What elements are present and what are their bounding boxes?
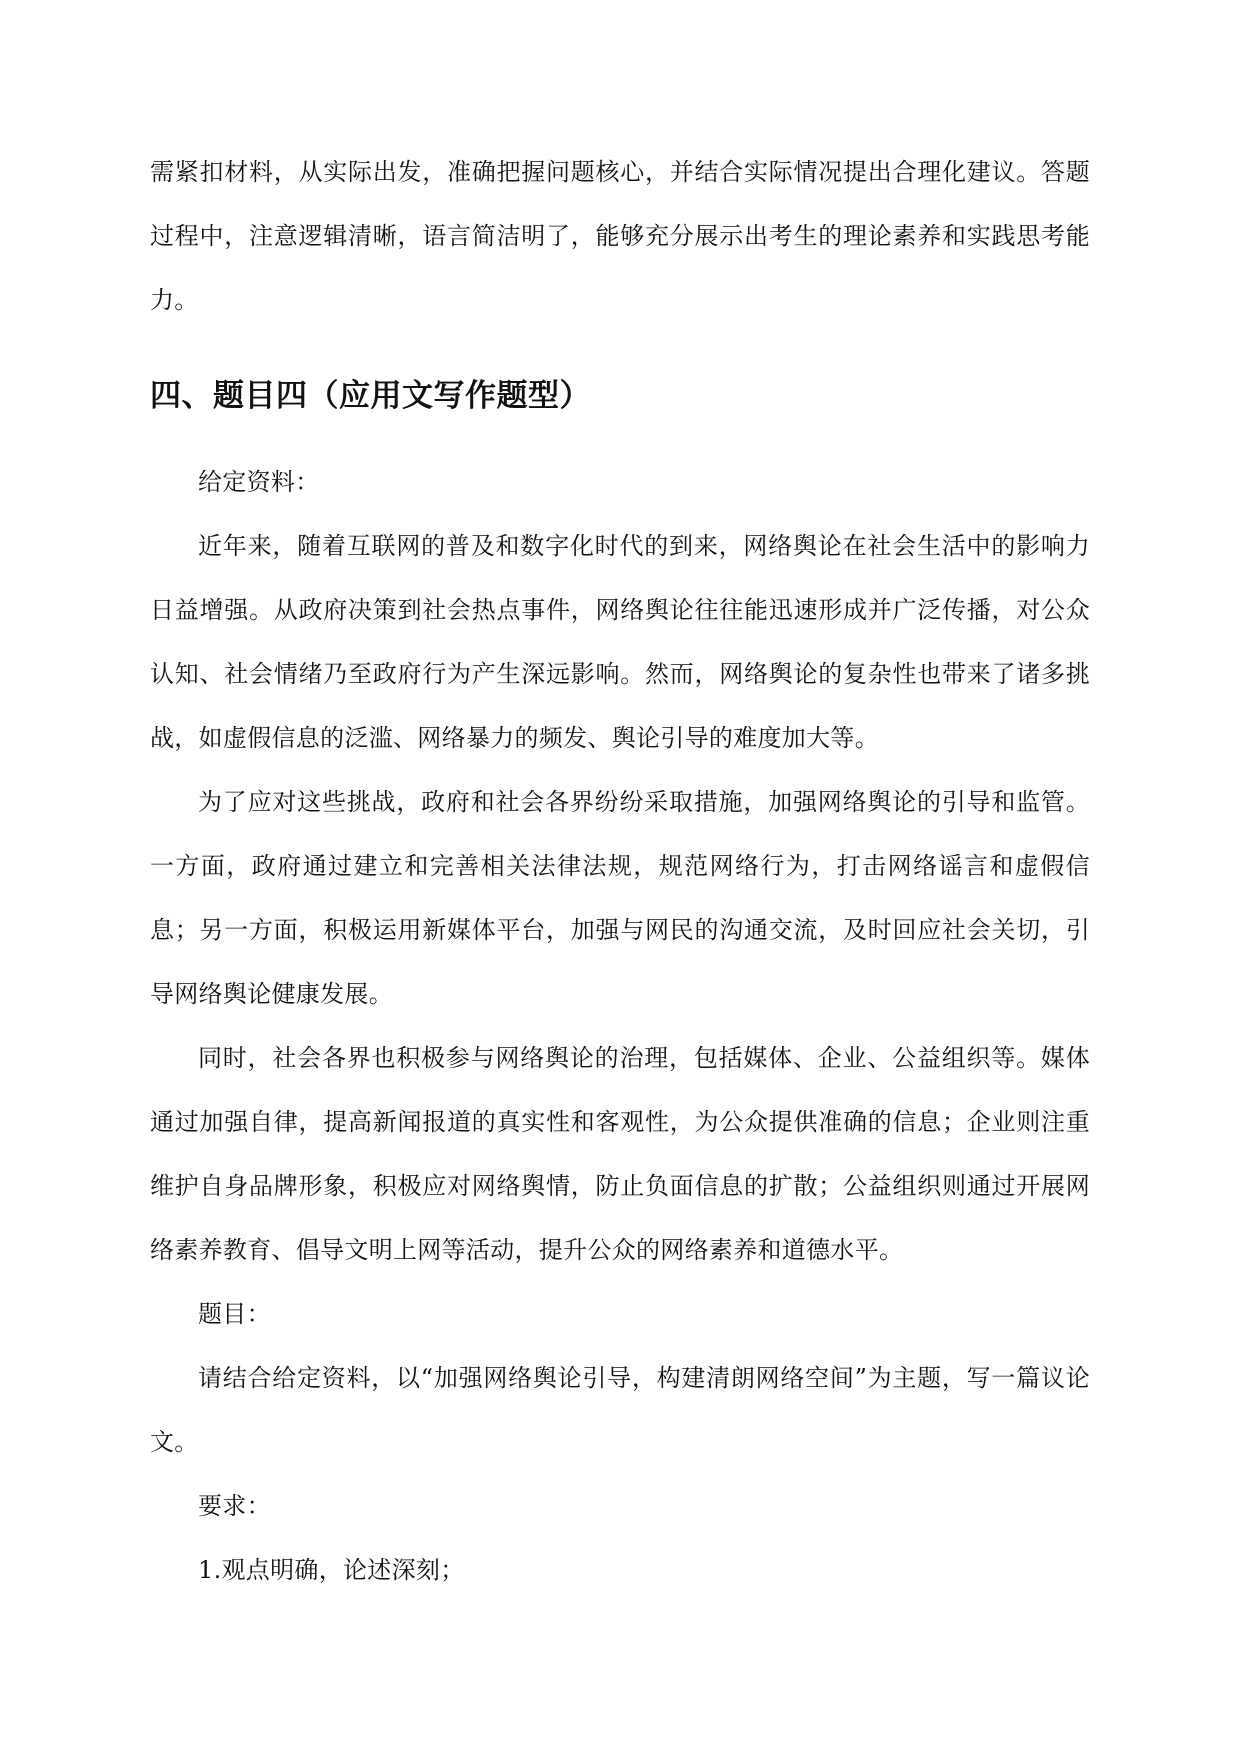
material-label: 给定资料： (198, 468, 320, 496)
requirement-item-1: 1.观点明确，论述深刻； (198, 1556, 465, 1584)
material-paragraph-3: 同时，社会各界也积极参与网络舆论的治理，包括媒体、企业、公益组织等。媒体通过加强自律，提高新闻报道的真实性和客观性，为公众提供准确的信息；企业则注重维护自身品牌形象，积极应对网络舆情，防止负面信息的扩散；公益组织则通过开展网络素养教育、倡导文明上网等活动，提升公众的网络素养和道德水平。 (150, 1044, 1090, 1264)
question-label: 题目： (198, 1300, 271, 1328)
section-heading: 四、题目四（应用文写作题型） (150, 378, 591, 414)
material-paragraph-2: 为了应对这些挑战，政府和社会各界纷纷采取措施，加强网络舆论的引导和监管。一方面，政府通过建立和完善相关法律法规，规范网络行为，打击网络谣言和虚假信息；另一方面，积极运用新媒体平台，加强与网民的沟通交流，及时回应社会关切，引导网络舆论健康发展。 (150, 788, 1090, 1008)
page-content (150, 140, 1090, 1602)
intro-paragraph: 需紧扣材料，从实际出发，准确把握问题核心，并结合实际情况提出合理化建议。答题过程中，注意逻辑清晰，语言简洁明了，能够充分展示出考生的理论素养和实践思考能力。 (150, 158, 1090, 314)
material-paragraph-1: 近年来，随着互联网的普及和数字化时代的到来，网络舆论在社会生活中的影响力日益增强。从政府决策到社会热点事件，网络舆论往往能迅速形成并广泛传播，对公众认知、社会情绪乃至政府行为产生深远影响。然而，网络舆论的复杂性也带来了诸多挑战，如虚假信息的泛滥、网络暴力的频发、舆论引导的难度加大等。 (150, 532, 1090, 752)
question-text: 请结合给定资料，以“加强网络舆论引导，构建清朗网络空间”为主题，写一篇议论文。 (150, 1364, 1090, 1456)
requirements-label: 要求： (198, 1492, 271, 1520)
